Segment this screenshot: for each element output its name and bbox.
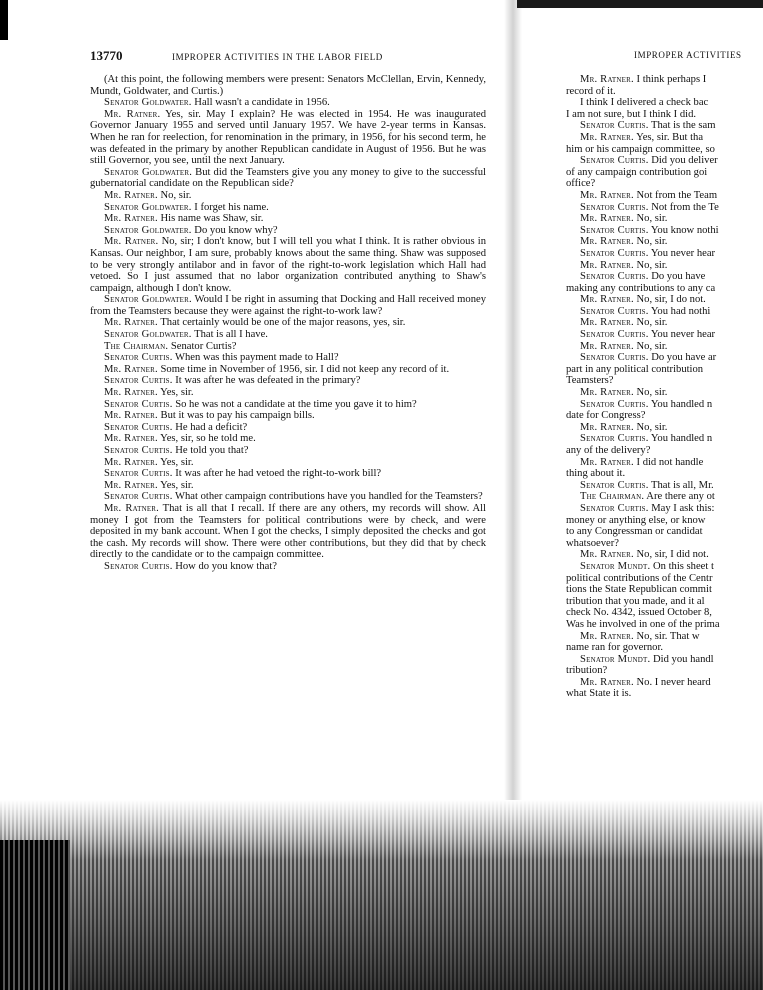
speech-text: political contributions of the Centr — [566, 572, 713, 584]
transcript-paragraph — [566, 306, 763, 318]
transcript-paragraph — [566, 317, 763, 329]
speech-text: That is all, Mr. — [651, 479, 714, 491]
speech-text: I forget his name. — [194, 201, 269, 213]
scanner-bed-edge — [0, 800, 763, 990]
speech-text: what State it is. — [566, 688, 632, 700]
transcript-paragraph — [566, 688, 763, 700]
speech-text: thing about it. — [566, 468, 626, 480]
speech-text: You handled n — [650, 398, 713, 410]
transcript-paragraph — [566, 677, 763, 689]
speaker-name: Senator Curtis. — [104, 375, 173, 387]
speech-text: No, sir. — [636, 387, 668, 399]
speech-text: money or anything else, or know — [566, 514, 706, 526]
transcript-paragraph — [566, 457, 763, 469]
speech-text: any of the delivery? — [566, 445, 651, 456]
transcript-paragraph — [566, 549, 763, 561]
speech-text: But it was to pay his campaign bills. — [160, 410, 315, 422]
speaker-name: Senator Curtis. — [580, 329, 649, 341]
speech-text: You never hear — [650, 247, 716, 259]
speaker-name: The Chairman. — [580, 491, 645, 503]
transcript-paragraph — [566, 202, 763, 214]
transcript-paragraph — [90, 341, 486, 353]
speech-text: Do you know why? — [194, 224, 278, 236]
speaker-name: Mr. Ratner. — [580, 294, 634, 306]
transcript-paragraph — [90, 74, 486, 97]
facing-page-top-edge — [517, 0, 763, 8]
speech-text: Do you have — [651, 271, 706, 283]
transcript-paragraph — [566, 422, 763, 434]
speech-text: No, sir. — [636, 259, 668, 271]
speaker-name: Senator Curtis. — [580, 502, 649, 514]
speaker-name: Senator Curtis. — [104, 491, 173, 503]
speaker-name: Mr. Ratner. — [580, 340, 634, 352]
speaker-name: Senator Curtis. — [104, 398, 173, 410]
right-running-head: IMPROPER ACTIVITIES — [634, 50, 742, 60]
page-header — [90, 50, 486, 70]
speech-text: Are there any ot — [646, 491, 715, 503]
right-column-body — [566, 74, 763, 700]
speaker-name: Senator Curtis. — [580, 120, 649, 132]
transcript-paragraph — [566, 329, 763, 341]
speech-text: Did you deliver — [651, 155, 718, 167]
transcript-paragraph — [90, 480, 486, 492]
speech-text: No, sir; I don't know, but I will tell you what I think. It is rather obvious in Kansas. Our neighbor, I am sure, probably knows about the same thing. Shaw was supposed to be very strongly antilabor and in favor of the right-to-work legislation which Hall had vetoed. So I just assumed that no labor organization contributed anything to Shaw's campaign, although I don't know. — [90, 236, 486, 294]
speech-text: That is the sam — [651, 120, 716, 132]
speech-text: He told you that? — [175, 445, 249, 456]
transcript-paragraph — [566, 364, 763, 376]
speech-text: tribution that you made, and it al — [566, 595, 705, 607]
transcript-paragraph — [90, 433, 486, 445]
speech-text: How do you know that? — [175, 560, 278, 572]
transcript-paragraph — [566, 631, 763, 643]
speech-text: He had a deficit? — [175, 421, 248, 433]
transcript-paragraph — [90, 190, 486, 202]
transcript-paragraph — [566, 294, 763, 306]
transcript-paragraph — [566, 341, 763, 353]
transcript-paragraph — [566, 607, 763, 619]
transcript-paragraph — [566, 596, 763, 608]
speech-text: I think perhaps I — [636, 74, 707, 85]
speaker-name: Senator Curtis. — [580, 224, 649, 236]
speech-text: No, sir. — [636, 213, 668, 225]
speech-text: of any campaign contribution goi — [566, 166, 708, 178]
speaker-name: Senator Curtis. — [580, 433, 649, 445]
speaker-name: Mr. Ratner. — [580, 387, 634, 399]
speech-text: Yes, sir. — [160, 387, 194, 399]
speech-text: You know nothi — [650, 224, 719, 236]
speaker-name: Senator Curtis. — [580, 305, 649, 317]
transcript-paragraph — [566, 74, 763, 86]
transcript-paragraph — [566, 410, 763, 422]
speaker-name: Senator Curtis. — [580, 201, 649, 213]
speech-text: No, sir, I do not. — [636, 294, 706, 306]
speaker-name: Mr. Ratner. — [580, 630, 634, 642]
speech-text: (At this point, the following members were present: Senators McClellan, Ervin, Kennedy, Mundt, Goldwater, and Curtis.) — [90, 74, 486, 97]
transcript-paragraph — [566, 225, 763, 237]
speech-text: Did you handl — [653, 653, 714, 665]
transcript-paragraph — [566, 260, 763, 272]
transcript-paragraph — [566, 155, 763, 167]
transcript-paragraph — [90, 375, 486, 387]
speaker-name: Senator Goldwater. — [104, 224, 192, 236]
transcript-paragraph — [90, 422, 486, 434]
transcript-paragraph — [90, 457, 486, 469]
right-column-clip — [566, 50, 763, 790]
speaker-name: Mr. Ratner. — [104, 410, 158, 422]
speech-text: On this sheet t — [653, 560, 714, 572]
transcript-paragraph — [566, 445, 763, 457]
speaker-name: Mr. Ratner. — [104, 479, 158, 491]
speaker-name: Senator Curtis. — [104, 421, 173, 433]
speaker-name: Senator Curtis. — [580, 479, 649, 491]
transcript-paragraph — [566, 642, 763, 654]
speaker-name: Mr. Ratner. — [580, 259, 634, 271]
speech-text: tribution? — [566, 665, 608, 677]
transcript-paragraph — [90, 109, 486, 167]
speaker-name: Mr. Ratner. — [104, 456, 158, 468]
speech-text: Yes, sir. — [160, 456, 194, 468]
speaker-name: The Chairman. — [104, 340, 169, 352]
transcript-paragraph — [566, 433, 763, 445]
speech-text: Teamsters? — [566, 375, 614, 387]
speaker-name: Mr. Ratner. — [104, 363, 158, 375]
speech-text: No, sir. — [636, 421, 668, 433]
speech-text: Some time in November of 1956, sir. I did not keep any record of it. — [160, 363, 450, 375]
speaker-name: Senator Curtis. — [580, 352, 649, 364]
speech-text: I think I delivered a check bac — [580, 97, 709, 109]
speaker-name: Mr. Ratner. — [104, 236, 159, 248]
speaker-name: Senator Goldwater. — [104, 97, 192, 109]
transcript-paragraph — [90, 410, 486, 422]
speech-text: name ran for governor. — [566, 642, 664, 654]
transcript-paragraph — [566, 375, 763, 387]
right-page-header — [566, 50, 763, 70]
transcript-paragraph — [566, 109, 763, 121]
transcript-paragraph — [90, 294, 486, 317]
transcript-paragraph — [566, 144, 763, 156]
speaker-name: Mr. Ratner. — [580, 456, 634, 468]
speaker-name: Mr. Ratner. — [580, 213, 634, 225]
speaker-name: Mr. Ratner. — [104, 108, 161, 120]
speaker-name: Senator Curtis. — [580, 271, 649, 283]
speech-text: Yes, sir. But tha — [636, 131, 704, 143]
speaker-name: Senator Mundt. — [580, 560, 651, 572]
transcript-paragraph — [90, 399, 486, 411]
speech-text: Yes, sir. — [160, 479, 194, 491]
transcript-paragraph — [566, 190, 763, 202]
speech-text: record of it. — [566, 85, 616, 97]
left-column — [90, 50, 486, 573]
transcript-paragraph — [566, 491, 763, 503]
speech-text: It was after he had vetoed the right-to-work bill? — [175, 468, 382, 480]
transcript-paragraph — [566, 480, 763, 492]
speech-text: Hall wasn't a candidate in 1956. — [194, 97, 330, 109]
speaker-name: Senator Curtis. — [104, 352, 173, 364]
speaker-name: Senator Curtis. — [104, 468, 173, 480]
speech-text: to any Congressman or candidat — [566, 526, 703, 538]
transcript-paragraph — [566, 283, 763, 295]
speech-text: check No. 4342, issued October 8, — [566, 607, 712, 619]
speech-text: May I ask this: — [651, 502, 715, 514]
transcript-paragraph — [90, 503, 486, 561]
speaker-name: Mr. Ratner. — [580, 236, 634, 248]
speech-text: No, sir, I did not. — [636, 549, 709, 561]
speech-text: part in any political contribution — [566, 363, 704, 375]
speaker-name: Mr. Ratner. — [580, 131, 634, 143]
speech-text: You had nothi — [650, 305, 711, 317]
transcript-paragraph — [566, 584, 763, 596]
speaker-name: Senator Curtis. — [104, 445, 173, 456]
speech-text: date for Congress? — [566, 410, 646, 422]
speech-text: whatsoever? — [566, 537, 619, 549]
speaker-name: Senator Curtis. — [580, 247, 649, 259]
speech-text: No, sir. — [160, 189, 192, 201]
speech-text: tions the State Republican commit — [566, 584, 712, 596]
transcript-paragraph — [90, 202, 486, 214]
transcript-paragraph — [566, 387, 763, 399]
speech-text: That is all that I recall. If there are any others, my records will show. All money I got from the Teamsters for political contributions were by check, and were deposited in my bank account. When I got the checks, I simply deposited the checks and got the cash. My records will show. There were other contributions, but they did that by check directly to the candidate or to the campaign committee. — [90, 502, 486, 561]
speaker-name: Senator Curtis. — [580, 398, 649, 410]
transcript-paragraph — [90, 317, 486, 329]
transcript-paragraph — [90, 491, 486, 503]
speech-text: Was he involved in one of the prima — [566, 618, 720, 630]
transcript-paragraph — [90, 387, 486, 399]
transcript-paragraph — [566, 167, 763, 179]
speech-text: No, sir. That w — [636, 630, 700, 642]
speaker-name: Mr. Ratner. — [580, 549, 634, 561]
speaker-name: Mr. Ratner. — [104, 502, 160, 514]
transcript-paragraph — [566, 503, 763, 515]
speech-text: That is all I have. — [194, 329, 268, 341]
speech-text: Yes, sir, so he told me. — [160, 433, 256, 445]
speaker-name: Mr. Ratner. — [580, 74, 634, 85]
speech-text: What other campaign contributions have you handled for the Teamsters? — [175, 491, 483, 503]
speaker-name: Mr. Ratner. — [580, 676, 634, 688]
speech-text: Yes, sir. May I explain? He was elected in 1954. He was inaugurated Governor January 1955 and served until January 1957. We have 2-year terms in Kansas. When he ran for reelection, for renomination in the primary, in 1956, for his second term, he was defeated in the primary by another Republican candidate in August of 1956. But he was still Governor, you see, until the next January. — [90, 108, 486, 167]
transcript-paragraph — [566, 665, 763, 677]
speech-text: him or his campaign committee, so — [566, 143, 715, 155]
transcript-paragraph — [90, 329, 486, 341]
speech-text: office? — [566, 178, 596, 190]
transcript-paragraph — [566, 352, 763, 364]
left-column-body — [90, 74, 486, 573]
speech-text: You never hear — [650, 329, 716, 341]
speech-text: making any contributions to any ca — [566, 282, 716, 294]
transcript-paragraph — [566, 538, 763, 550]
speech-text: You handled n — [650, 433, 713, 445]
transcript-paragraph — [566, 178, 763, 190]
transcript-paragraph — [90, 213, 486, 225]
speech-text: Not from the Te — [651, 201, 719, 213]
speech-text: But did the Teamsters give you any money to give to the successful gubernatorial candidate on the Republican side? — [90, 166, 486, 190]
speech-text: Would I be right in assuming that Docking and Hall received money from the Teamsters because they were against the right-to-work law? — [90, 294, 486, 317]
right-column — [566, 50, 763, 700]
transcript-paragraph — [566, 236, 763, 248]
speech-text: When was this payment made to Hall? — [175, 352, 339, 364]
transcript-paragraph — [566, 120, 763, 132]
speech-text: I am not sure, but I think I did. — [566, 108, 697, 120]
transcript-paragraph — [90, 468, 486, 480]
transcript-paragraph — [566, 248, 763, 260]
transcript-paragraph — [566, 86, 763, 98]
transcript-paragraph — [566, 97, 763, 109]
speaker-name: Senator Curtis. — [580, 155, 649, 167]
transcript-paragraph — [90, 352, 486, 364]
speech-text: Do you have ar — [651, 352, 717, 364]
speaker-name: Mr. Ratner. — [104, 213, 158, 225]
speech-text: No. I never heard — [636, 676, 711, 688]
speech-text: Not from the Team — [636, 189, 718, 201]
transcript-paragraph — [90, 364, 486, 376]
transcript-paragraph — [566, 654, 763, 666]
scan-corner — [0, 0, 8, 40]
transcript-paragraph — [90, 561, 486, 573]
transcript-paragraph — [90, 225, 486, 237]
speaker-name: Mr. Ratner. — [104, 433, 158, 445]
transcript-paragraph — [566, 399, 763, 411]
transcript-paragraph — [566, 573, 763, 585]
speech-text: His name was Shaw, sir. — [160, 213, 264, 225]
speaker-name: Mr. Ratner. — [104, 317, 158, 329]
speaker-name: Senator Goldwater. — [104, 166, 193, 178]
running-head: IMPROPER ACTIVITIES IN THE LABOR FIELD — [172, 52, 383, 62]
transcript-paragraph — [566, 468, 763, 480]
speech-text: That certainly would be one of the major reasons, yes, sir. — [160, 317, 406, 329]
transcript-paragraph — [566, 271, 763, 283]
speech-text: So he was not a candidate at the time you gave it to him? — [175, 398, 417, 410]
transcript-paragraph — [566, 561, 763, 573]
scan-fade — [0, 800, 763, 860]
speaker-name: Mr. Ratner. — [580, 421, 634, 433]
page-number: 13770 — [90, 48, 123, 63]
speech-text: No, sir. — [636, 340, 668, 352]
speech-text: I did not handle — [636, 456, 704, 468]
speaker-name: Senator Goldwater. — [104, 329, 192, 341]
speaker-name: Mr. Ratner. — [104, 189, 158, 201]
transcript-paragraph — [90, 167, 486, 190]
speaker-name: Mr. Ratner. — [580, 189, 634, 201]
transcript-paragraph — [90, 236, 486, 294]
speaker-name: Senator Mundt. — [580, 653, 651, 665]
speaker-name: Mr. Ratner. — [580, 317, 634, 329]
speaker-name: Mr. Ratner. — [104, 387, 158, 399]
speech-text: No, sir. — [636, 317, 668, 329]
speaker-name: Senator Goldwater. — [104, 294, 192, 306]
transcript-paragraph — [566, 213, 763, 225]
speech-text: Senator Curtis? — [170, 340, 237, 352]
speech-text: No, sir. — [636, 236, 668, 248]
transcript-paragraph — [90, 445, 486, 457]
transcript-paragraph — [566, 526, 763, 538]
page-gutter-shadow — [504, 0, 522, 800]
scan-dark-strip — [0, 840, 70, 990]
speech-text: It was after he was defeated in the primary? — [175, 375, 361, 387]
speaker-name: Senator Curtis. — [104, 560, 173, 572]
speaker-name: Senator Goldwater. — [104, 201, 192, 213]
transcript-paragraph — [566, 515, 763, 527]
transcript-paragraph — [566, 619, 763, 631]
transcript-paragraph — [90, 97, 486, 109]
transcript-paragraph — [566, 132, 763, 144]
